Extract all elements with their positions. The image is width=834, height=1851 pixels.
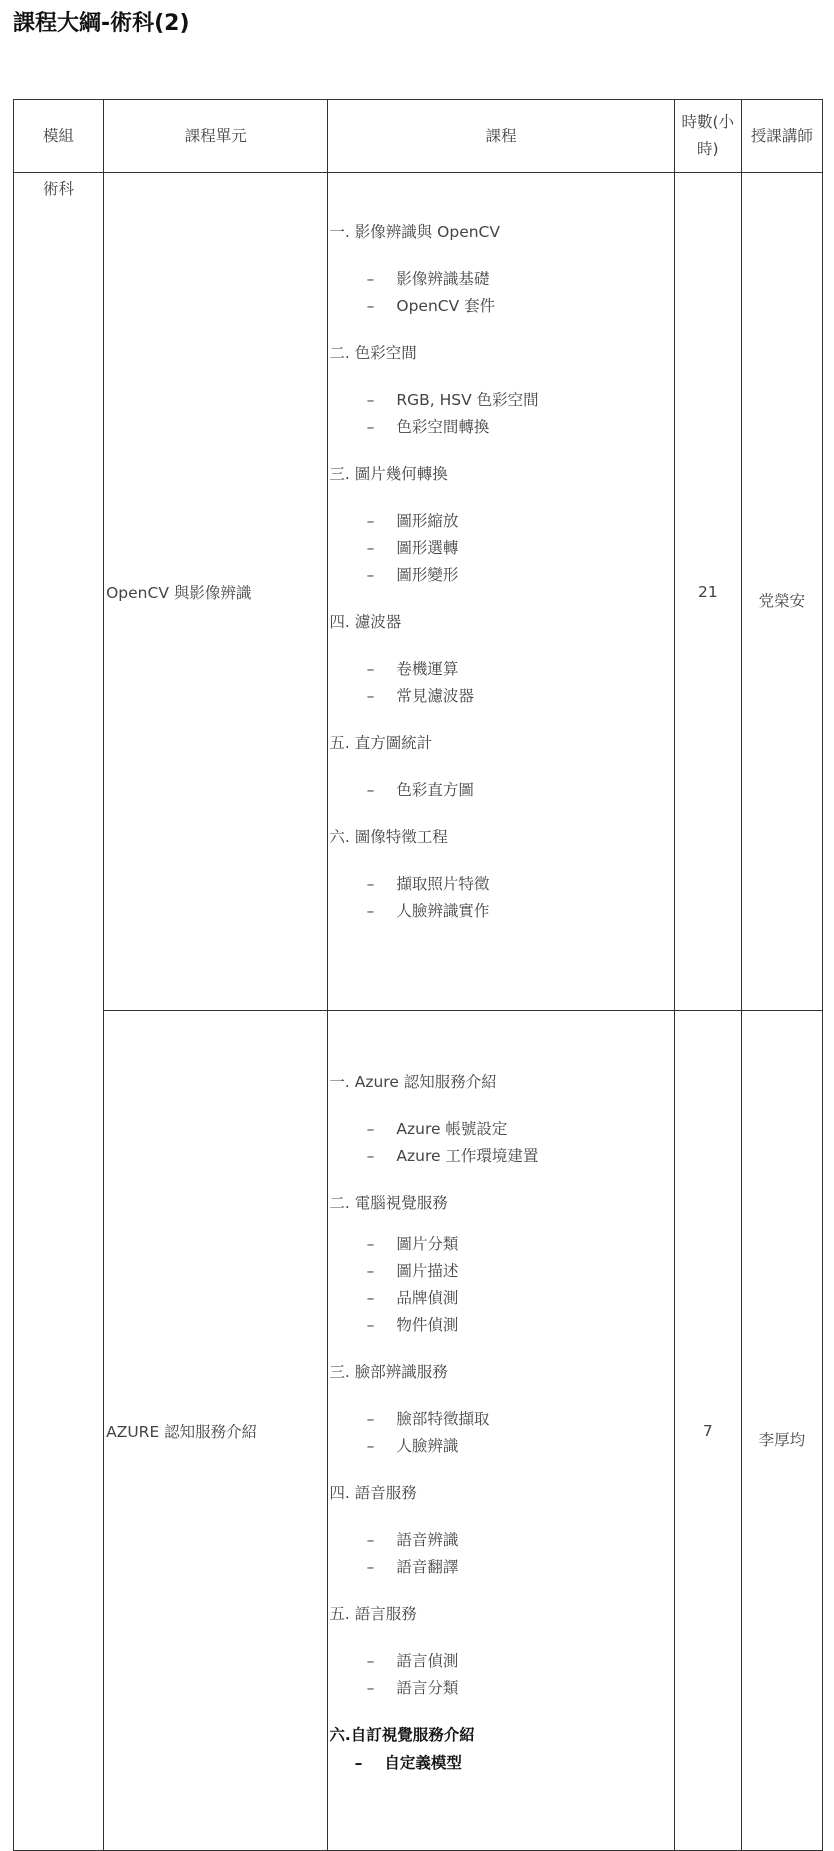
sub-list (328, 777, 673, 804)
teacher-cell: 党榮安 (741, 173, 822, 1011)
dash-bullet: – (366, 1289, 375, 1307)
sub-list (328, 1750, 673, 1777)
section-title: 一. 影像辨識與 OpenCV (329, 223, 500, 241)
dash-bullet: – (366, 297, 375, 315)
section-title: 一. Azure 認知服務介紹 (329, 1073, 497, 1091)
dash-bullet: – (366, 1262, 375, 1280)
list-item (328, 1527, 673, 1554)
section-title: 三. 臉部辨識服務 (329, 1363, 448, 1381)
list-item-label: 色彩直方圖 (396, 781, 474, 799)
list-item (328, 683, 673, 710)
header-module: 模組 (14, 100, 104, 173)
list-item-label: 語言分類 (396, 1679, 459, 1697)
hours-cell: 21 (674, 173, 741, 1011)
list-item-label: 語音翻譯 (396, 1558, 459, 1576)
dash-bullet: – (366, 1531, 375, 1549)
list-item-label: 圖形選轉 (396, 539, 459, 557)
table-row (14, 173, 823, 1011)
list-item (328, 898, 673, 925)
header-unit: 課程單元 (104, 100, 328, 173)
unit-cell: OpenCV 與影像辨識 (104, 173, 328, 1011)
list-item-label: 圖形縮放 (396, 512, 459, 530)
section-title: 二. 色彩空間 (329, 344, 417, 362)
table-row (14, 1011, 823, 1851)
dash-bullet: – (366, 781, 375, 799)
list-item (328, 1312, 673, 1339)
list-item-label: 影像辨識基礎 (396, 270, 490, 288)
list-item (328, 293, 673, 320)
list-item (328, 535, 673, 562)
header-teacher: 授課講師 (741, 100, 822, 173)
sub-list (328, 387, 673, 441)
list-item-label: RGB, HSV 色彩空間 (396, 391, 539, 409)
dash-bullet: – (366, 1147, 375, 1165)
dash-bullet: – (366, 418, 375, 436)
list-item-label: OpenCV 套件 (396, 297, 496, 315)
section-title: 六.自訂視覺服務介紹 (329, 1726, 475, 1744)
list-item (328, 1675, 673, 1702)
list-item (328, 1143, 673, 1170)
list-item (328, 414, 673, 441)
list-item (328, 1750, 673, 1777)
section-title: 四. 濾波器 (329, 613, 402, 631)
list-item-label: Azure 工作環境建置 (396, 1147, 539, 1165)
teacher-cell: 李厚均 (741, 1011, 822, 1851)
list-item-label: 臉部特徵擷取 (396, 1410, 490, 1428)
table-header-row (14, 100, 823, 173)
sub-list (328, 508, 673, 589)
list-item-label: 卷機運算 (396, 660, 459, 678)
dash-bullet: – (366, 1679, 375, 1697)
section-title: 四. 語音服務 (329, 1484, 417, 1502)
dash-bullet: – (366, 391, 375, 409)
course-cell (328, 1011, 674, 1851)
list-item-label: 物件偵測 (396, 1316, 459, 1334)
dash-bullet: – (366, 512, 375, 530)
list-item (328, 1116, 673, 1143)
list-item (328, 1554, 673, 1581)
sub-list (328, 871, 673, 925)
list-item-label: 圖片分類 (396, 1235, 459, 1253)
dash-bullet: – (366, 902, 375, 920)
list-item (328, 387, 673, 414)
list-item-label: 圖形變形 (396, 566, 459, 584)
list-item (328, 1285, 673, 1312)
list-item (328, 1258, 673, 1285)
dash-bullet: – (366, 566, 375, 584)
list-item (328, 656, 673, 683)
sub-list (328, 1648, 673, 1702)
sub-list (328, 1527, 673, 1581)
sub-list (328, 1231, 673, 1339)
sub-list (328, 656, 673, 710)
list-item-label: 品牌偵測 (396, 1289, 459, 1307)
dash-bullet: – (366, 687, 375, 705)
header-course: 課程 (328, 100, 674, 173)
list-item-label: 語音辨識 (396, 1531, 459, 1549)
hours-cell: 7 (674, 1011, 741, 1851)
sub-list (328, 1406, 673, 1460)
dash-bullet: – (366, 539, 375, 557)
module-cell: 術科 (14, 173, 104, 1851)
list-item-label: 常見濾波器 (396, 687, 474, 705)
list-item (328, 266, 673, 293)
list-item (328, 562, 673, 589)
list-item-label: 擷取照片特徵 (396, 875, 490, 893)
sub-list (328, 266, 673, 320)
dash-bullet: – (354, 1754, 363, 1772)
unit-cell: AZURE 認知服務介紹 (104, 1011, 328, 1851)
page-title: 課程大綱-術科(2) (13, 11, 190, 36)
list-item-label: 圖片描述 (396, 1262, 459, 1280)
dash-bullet: – (366, 660, 375, 678)
list-item (328, 1406, 673, 1433)
dash-bullet: – (366, 1437, 375, 1455)
dash-bullet: – (366, 875, 375, 893)
dash-bullet: – (366, 1410, 375, 1428)
list-item (328, 1231, 673, 1258)
syllabus-table (13, 99, 823, 1851)
list-item (328, 508, 673, 535)
list-item-label: 色彩空間轉換 (396, 418, 490, 436)
dash-bullet: – (366, 1558, 375, 1576)
section-title: 五. 語言服務 (329, 1605, 417, 1623)
course-cell (328, 173, 674, 1011)
dash-bullet: – (366, 1652, 375, 1670)
list-item-label: 人臉辨識 (396, 1437, 459, 1455)
section-title: 五. 直方圖統計 (329, 734, 433, 752)
dash-bullet: – (366, 270, 375, 288)
list-item-label: 自定義模型 (384, 1754, 462, 1772)
section-title: 三. 圖片幾何轉換 (329, 465, 448, 483)
list-item-label: 人臉辨識實作 (396, 902, 490, 920)
list-item (328, 871, 673, 898)
dash-bullet: – (366, 1120, 375, 1138)
list-item (328, 1433, 673, 1460)
section-title: 二. 電腦視覺服務 (329, 1194, 448, 1212)
list-item-label: Azure 帳號設定 (396, 1120, 508, 1138)
section-title: 六. 圖像特徵工程 (329, 828, 448, 846)
list-item (328, 777, 673, 804)
list-item (328, 1648, 673, 1675)
dash-bullet: – (366, 1316, 375, 1334)
header-hours: 時數(小時) (674, 100, 741, 173)
sub-list (328, 1116, 673, 1170)
dash-bullet: – (366, 1235, 375, 1253)
list-item-label: 語言偵測 (396, 1652, 459, 1670)
